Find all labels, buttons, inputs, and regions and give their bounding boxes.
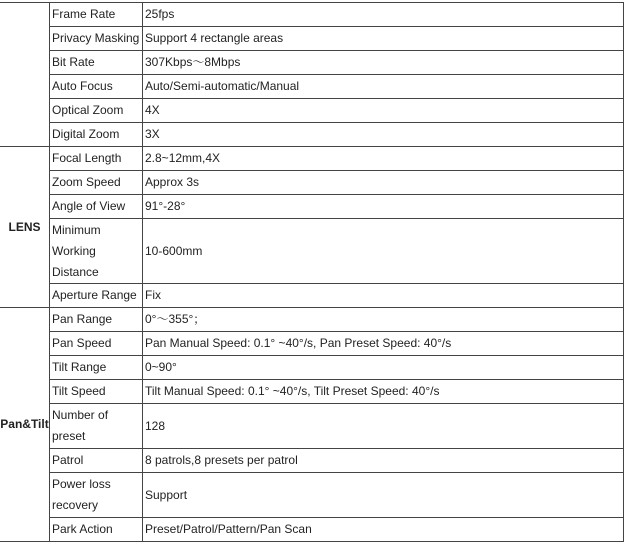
spec-name: Park Action — [50, 518, 143, 542]
spec-name: Frame Rate — [50, 3, 143, 27]
table-row — [0, 356, 624, 380]
table-row — [0, 99, 624, 123]
spec-value: 25fps — [143, 3, 624, 27]
table-row — [0, 404, 624, 449]
group-label: LENS — [0, 147, 50, 308]
spec-value: Approx 3s — [143, 171, 624, 195]
spec-value: Fix — [143, 284, 624, 308]
spec-name: Auto Focus — [50, 75, 143, 99]
table-row — [0, 171, 624, 195]
table-row — [0, 219, 624, 284]
spec-name: Digital Zoom — [50, 123, 143, 147]
spec-name: Tilt Speed — [50, 380, 143, 404]
table-row — [0, 3, 624, 27]
spec-value: 10-600mm — [143, 219, 624, 284]
spec-name: Minimum Working Distance — [50, 219, 143, 284]
group-label: Pan&Tilt — [0, 308, 50, 542]
spec-name: Zoom Speed — [50, 171, 143, 195]
spec-value: Support 4 rectangle areas — [143, 27, 624, 51]
spec-value: 0~90° — [143, 356, 624, 380]
table-row — [0, 284, 624, 308]
spec-name: Privacy Masking — [50, 27, 143, 51]
spec-value: Support — [143, 473, 624, 518]
spec-value: Tilt Manual Speed: 0.1° ~40°/s, Tilt Preset Speed: 40°/s — [143, 380, 624, 404]
table-row — [0, 51, 624, 75]
spec-name: Pan Range — [50, 308, 143, 332]
spec-value: Preset/Patrol/Pattern/Pan Scan — [143, 518, 624, 542]
spec-name: Tilt Range — [50, 356, 143, 380]
spec-name: Power loss recovery — [50, 473, 143, 518]
table-row — [0, 147, 624, 171]
spec-value: 307Kbps～8Mbps — [143, 51, 624, 75]
spec-name: Number of preset — [50, 404, 143, 449]
spec-name: Focal Length — [50, 147, 143, 171]
table-row — [0, 473, 624, 518]
spec-value: 4X — [143, 99, 624, 123]
spec-value: 3X — [143, 123, 624, 147]
spec-value: 0°～355°； — [143, 308, 624, 332]
spec-name: Patrol — [50, 449, 143, 473]
spec-value: Auto/Semi-automatic/Manual — [143, 75, 624, 99]
table-row — [0, 449, 624, 473]
spec-value: 128 — [143, 404, 624, 449]
table-row — [0, 308, 624, 332]
spec-name: Pan Speed — [50, 332, 143, 356]
table-row — [0, 380, 624, 404]
table-row — [0, 123, 624, 147]
spec-name: Aperture Range — [50, 284, 143, 308]
spec-value: 2.8~12mm,4X — [143, 147, 624, 171]
spec-value: Pan Manual Speed: 0.1° ~40°/s, Pan Preset Speed: 40°/s — [143, 332, 624, 356]
table-row — [0, 332, 624, 356]
table-row — [0, 518, 624, 542]
spec-name: Optical Zoom — [50, 99, 143, 123]
spec-table — [0, 2, 624, 542]
spec-value: 8 patrols,8 presets per patrol — [143, 449, 624, 473]
spec-name: Angle of View — [50, 195, 143, 219]
table-row — [0, 195, 624, 219]
spec-value: 91°-28° — [143, 195, 624, 219]
table-row — [0, 27, 624, 51]
table-row — [0, 75, 624, 99]
group-label — [0, 3, 50, 147]
spec-name: Bit Rate — [50, 51, 143, 75]
